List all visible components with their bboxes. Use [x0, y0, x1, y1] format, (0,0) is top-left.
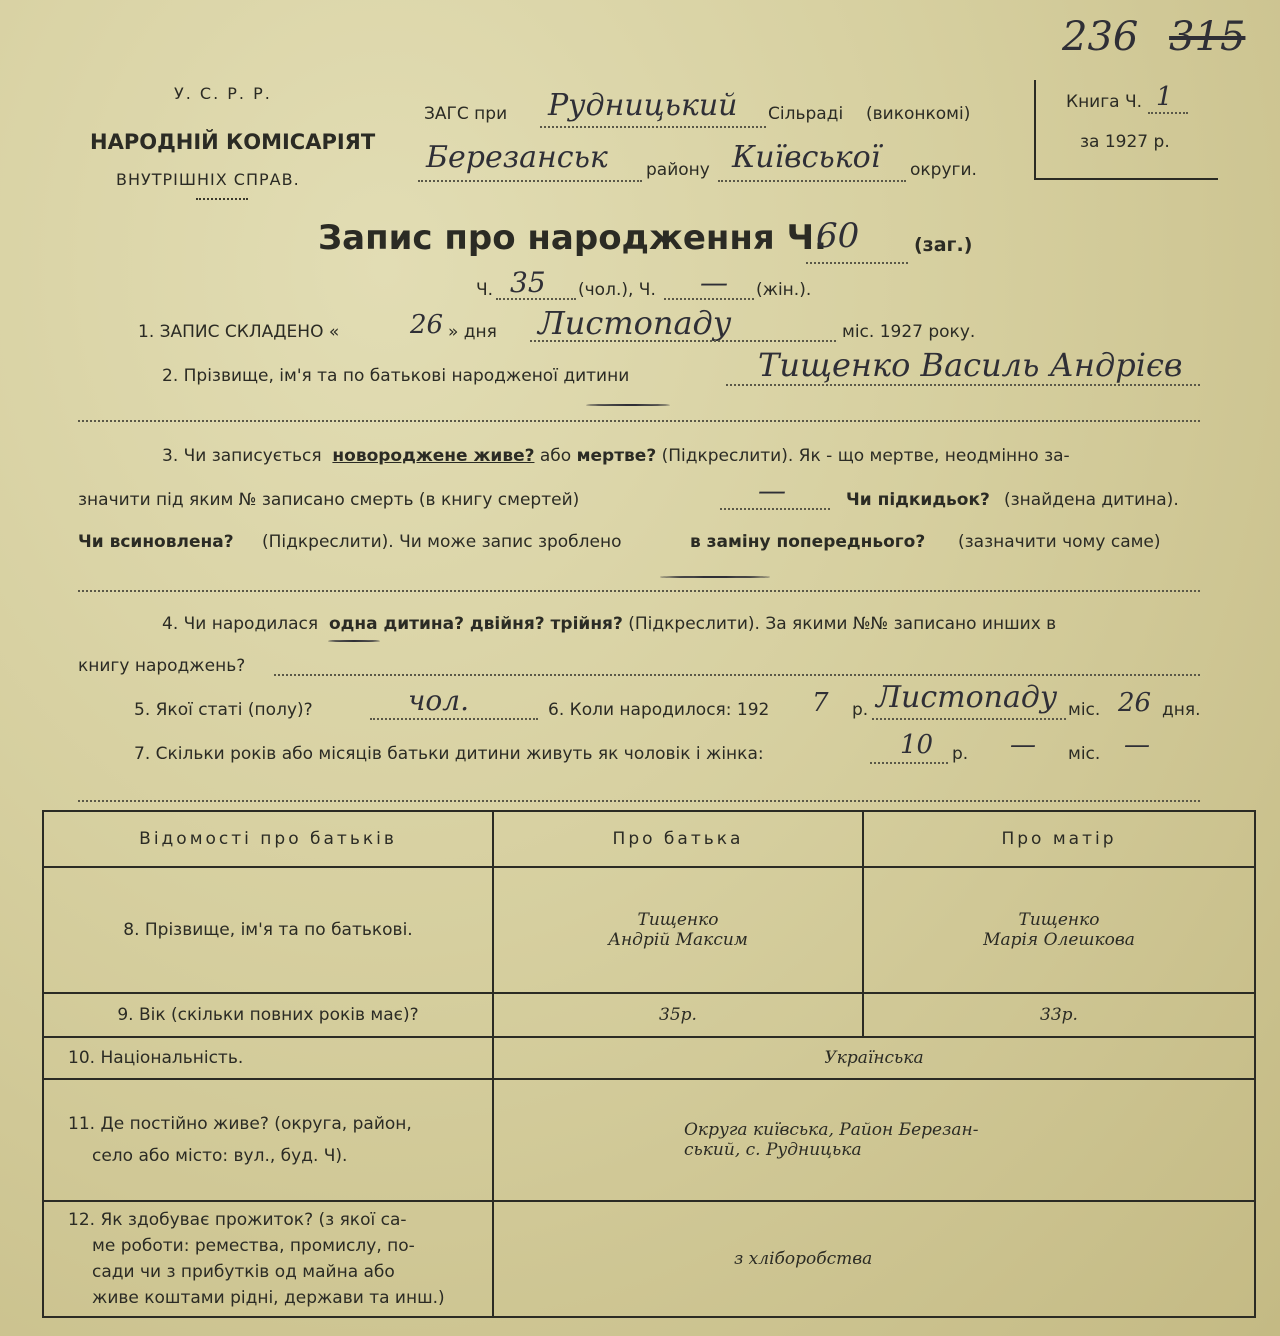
item1-day-handwritten: 26 — [410, 310, 444, 340]
item2-text: 2. Прізвище, ім'я та по батькові народженої дитини — [162, 366, 630, 386]
item3-line1 — [162, 446, 1070, 466]
father-name-cell — [493, 867, 863, 993]
item4-line2: книгу народжень? — [78, 656, 246, 676]
months-married-handwritten: — — [1010, 730, 1036, 760]
row12-label-4: живе коштами рідні, держави та инш.) — [92, 1288, 445, 1308]
table-row-name — [43, 867, 1255, 993]
district-dotted-line — [418, 180, 642, 182]
item4-line1 — [162, 614, 1056, 634]
item5-text: 5. Якої статі (полу)? — [134, 700, 313, 720]
residence-line-2: ський, с. Рудницька — [684, 1140, 862, 1160]
row10-label: 10. Національність. — [43, 1037, 493, 1079]
item6-month-dotted-line — [872, 718, 1066, 720]
item1-text-b: » дня — [448, 322, 497, 342]
item1-text-a: 1. ЗАПИС СКЛАДЕНО « — [138, 322, 340, 342]
item2-dotted-line — [726, 384, 1200, 386]
item3-dead-option: мертве? — [576, 446, 657, 466]
item2-underline-mark — [586, 404, 670, 406]
male-count-handwritten: 35 — [510, 266, 546, 299]
female-count-handwritten: — — [700, 266, 728, 299]
header-ornament — [196, 198, 248, 200]
item4-underline-mark — [328, 640, 380, 642]
mother-name-cell — [863, 867, 1255, 993]
item3-alive-option: новороджене живе? — [332, 446, 535, 466]
header-father: Про батька — [493, 811, 863, 867]
item4-count-options: одна дитина? двійня? трійня? — [328, 614, 623, 634]
item7-years-dotted-line — [870, 762, 948, 764]
years-married-handwritten: 10 — [900, 730, 934, 760]
book-box — [1034, 80, 1218, 180]
commissariat-title: НАРОДНІЙ КОМІСАРІЯТ — [90, 130, 376, 154]
item3-death-number-handwritten: — — [758, 474, 786, 507]
female-count-label: (жін.). — [756, 280, 812, 300]
item4-line1-c: (Підкреслити). За якими №№ записано инших в — [628, 614, 1057, 634]
item7-months-label: міс. — [1068, 744, 1101, 764]
mother-given-names: Марія Олешкова — [983, 930, 1135, 950]
state-abbrev: У. С. Р. Р. — [174, 84, 272, 103]
row8-label: 8. Прізвище, ім'я та по батькові. — [43, 867, 493, 993]
item3-replacement: в заміну попереднього? — [690, 532, 926, 552]
item6-text-b: р. — [852, 700, 869, 720]
row12-label-2: ме роботи: ремества, промислу, по- — [92, 1236, 415, 1256]
father-surname: Тищенко — [637, 910, 719, 930]
archive-number-struck: 315 — [1169, 14, 1246, 60]
book-year: за 1927 р. — [1080, 132, 1170, 152]
row12-label-1: 12. Як здобуває прожиток? (з якої са- — [68, 1210, 407, 1230]
okruha-dotted-line — [718, 180, 906, 182]
item3-line3-d: (зазначити чому саме) — [958, 532, 1161, 552]
residence-value — [493, 1079, 1255, 1201]
livelihood-value: з хліборобства — [493, 1201, 1255, 1317]
item3-line2-a: значити під яким № записано смерть (в книгу смертей) — [78, 490, 580, 510]
sex-handwritten: чол. — [408, 684, 470, 717]
item3-line3-b: (Підкреслити). Чи може запис зроблено — [262, 532, 622, 552]
row11-label-1: 11. Де постійно живе? (округа, район, — [68, 1114, 412, 1134]
item2-continuation-line — [78, 420, 1200, 422]
male-count-label: (чол.), Ч. — [578, 280, 656, 300]
item3-line2-c: (знайдена дитина). — [1004, 490, 1179, 510]
birth-year-handwritten: 7 — [812, 688, 829, 718]
row12-label-3: сади чи з прибутків од майна або — [92, 1262, 395, 1282]
father-given-names: Андрій Максим — [608, 930, 748, 950]
record-total-suffix: (заг.) — [914, 234, 973, 256]
department-title: ВНУТРІШНІХ СПРАВ. — [116, 170, 300, 189]
child-name-handwritten: Тищенко Василь Андрієв — [758, 346, 1183, 384]
father-age: 35р. — [493, 993, 863, 1037]
item1-month-handwritten: Листопаду — [538, 304, 732, 342]
zags-prefix: ЗАГС при — [424, 104, 508, 124]
okruha-handwritten: Київської — [732, 140, 881, 175]
item6-text-c: міс. — [1068, 700, 1101, 720]
item5-dotted-line — [370, 718, 538, 720]
female-count-dotted-line — [664, 298, 754, 300]
item3-death-dotted-line — [720, 508, 830, 510]
item6-text-a: 6. Коли народилося: 192 — [548, 700, 770, 720]
archive-number — [1062, 14, 1245, 60]
item3-adopted: Чи всиновлена? — [78, 532, 234, 552]
nationality-value: Українська — [493, 1037, 1255, 1079]
table-row-nationality — [43, 1037, 1255, 1079]
item7-continuation-line — [78, 800, 1200, 802]
row11-label-2: село або місто: вул., буд. Ч). — [92, 1146, 348, 1166]
item7-text: 7. Скільки років або місяців батьки дитини живуть як чоловік і жінка: — [134, 744, 764, 764]
item7-years-label: р. — [952, 744, 969, 764]
table-row-livelihood — [43, 1201, 1255, 1317]
item3-line1-e: (Підкреслити). Як - що мертве, неодмінно за- — [661, 446, 1070, 466]
item1-month-dotted-line — [530, 340, 836, 342]
item3-continuation-line — [78, 590, 1200, 592]
residence-line-1: Округа київська, Район Березан- — [684, 1120, 979, 1140]
item6-text-d: дня. — [1162, 700, 1201, 720]
item3-foundling: Чи підкидьок? — [846, 490, 990, 510]
council-dotted-line — [540, 126, 766, 128]
record-number-dotted-line — [806, 262, 908, 264]
header-mother: Про матір — [863, 811, 1255, 867]
male-count-dotted-line — [496, 298, 576, 300]
row12-label-cell — [43, 1201, 493, 1317]
okruha-label: округи. — [910, 160, 977, 180]
record-number-handwritten: 60 — [816, 216, 860, 256]
table-row-residence — [43, 1079, 1255, 1201]
table-header-row — [43, 811, 1255, 867]
council-label: Сільраді — [768, 104, 844, 124]
item3-line1-a: 3. Чи записується — [162, 446, 322, 466]
zags-council-handwritten: Рудницький — [548, 88, 738, 123]
mother-age: 33р. — [863, 993, 1255, 1037]
book-number-dotted-line — [1148, 112, 1188, 114]
item4-dotted-line — [274, 674, 1200, 676]
birth-month-handwritten: Листопаду — [876, 680, 1058, 715]
record-title: Запис про народження Ч. — [318, 218, 827, 258]
subtitle-prefix: Ч. — [476, 280, 494, 300]
item4-line1-a: 4. Чи народилася — [162, 614, 319, 634]
item3-dash-mark — [660, 576, 770, 578]
mother-surname: Тищенко — [1018, 910, 1100, 930]
table-row-age — [43, 993, 1255, 1037]
header-parents-info: Відомості про батьків — [43, 811, 493, 867]
archive-number-current: 236 — [1062, 14, 1139, 60]
council-note: (виконкомі) — [866, 104, 971, 124]
item7-tail-handwritten: — — [1124, 730, 1150, 760]
birth-day-handwritten: 26 — [1118, 688, 1152, 718]
item1-text-c: міс. 1927 року. — [842, 322, 976, 342]
district-label: району — [646, 160, 710, 180]
item3-line1-c: або — [539, 446, 572, 466]
row9-label: 9. Вік (скільки повних років має)? — [43, 993, 493, 1037]
book-number-handwritten: 1 — [1156, 82, 1173, 112]
book-label: Книга Ч. — [1066, 92, 1143, 112]
parents-table — [42, 810, 1256, 1318]
district-handwritten: Березанськ — [426, 140, 608, 175]
row11-label-cell — [43, 1079, 493, 1201]
